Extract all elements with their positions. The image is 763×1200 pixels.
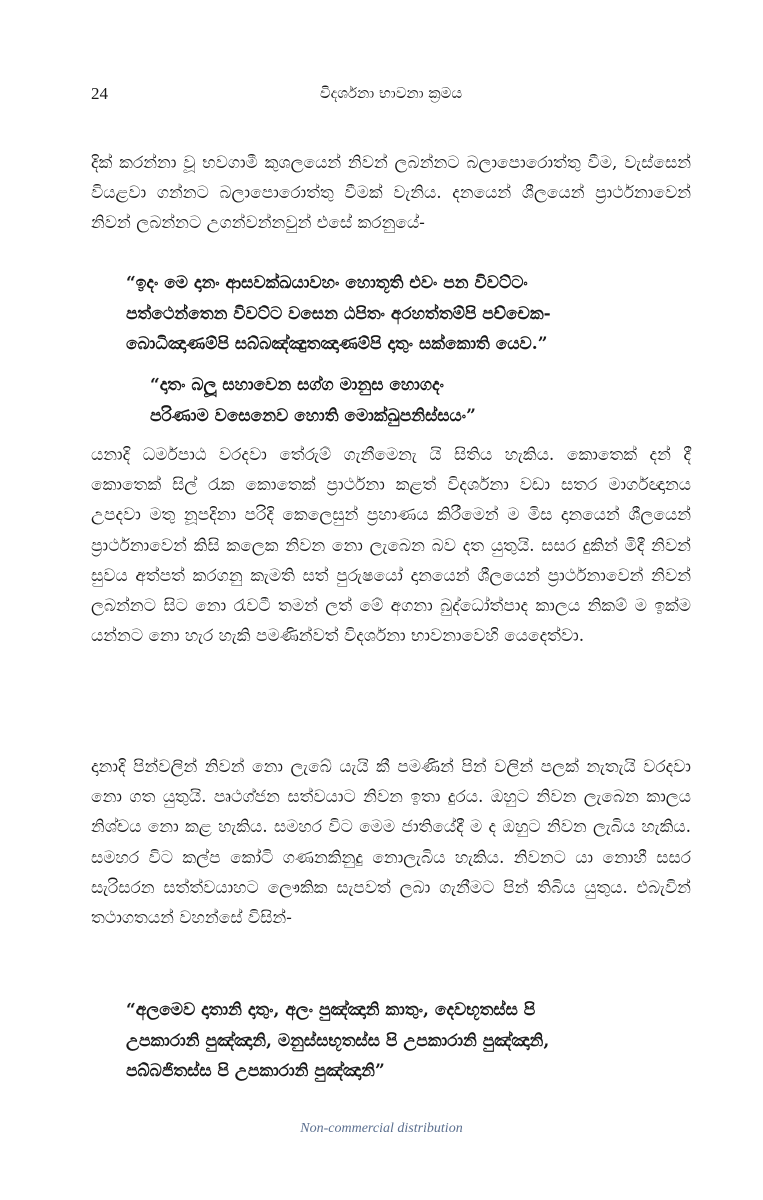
running-title: විදර්ශනා භාවනා ක්‍රමය — [319, 84, 463, 102]
quote-3-line-3: පබ්බජිතස්ස පි උපකාරානි පුඤ්ඤානි” — [126, 1061, 385, 1081]
quote-2-line-1: “දාතං බලූ සහාවෙන සග්ග මානුස හොගදං — [150, 375, 444, 395]
page-number: 24 — [91, 84, 108, 103]
quote-block-1 — [126, 268, 551, 360]
page-header — [91, 84, 691, 110]
quote-1-line-1: “ඉදං මෙ දානං ආසවක්ඛයාවහං හොතූති එවං පන විවට්ටං — [126, 273, 528, 293]
paragraph-3: දානාදි පින්වලින් නිවන් නො ලැබේ යැයි කී පමණින් පින් වලින් පලක් නැතැයි වරදවා නො ගත යුතුයි. පෘථග්ජන සත්වයාට නිවන ඉතා දුරය. ඔහුට නිවන ලැබෙන කාලය නිශ්චය නො කළ හැකිය. සමහර විට මෙම ජාතියේදී ම ද ඔහුට නිවන ලැබිය හැකිය. සමහර විට කල්ප කෝටි ගණනකිනුදු නොලැබිය හැකිය. නිවනට යා නොහී සසර සැරිසරන සත්ත්වයාහට ලෞකික සැපවත් ලබා ගැනීමට පින් තිබිය යුතුය. එබැවින් තථාගතයන් වහන්සේ විසින්- — [91, 757, 691, 929]
quote-block-3 — [126, 995, 549, 1087]
quote-1-line-3: බොධිඤාණම්පි සබ්බඤ්ඤුතඤාණම්පි දාතුං සක්කොති යෙව.” — [126, 334, 548, 354]
quote-3-line-2: උපකාරානි පුඤ්ඤානි, මනුස්සභූතස්ස පි උපකාරානි පුඤ්ඤානි, — [126, 1030, 550, 1051]
quote-3-line-1: “අලමෙව දාතානි දාතුං, අලං පුඤ්ඤානි කාතුං, දෙවභූතස්ස පි — [126, 1000, 536, 1020]
distribution-notice: Non-commercial distribution — [300, 1121, 463, 1136]
paragraph-1: දික් කරන්නා වූ භවගාමී කුශලයෙන් නිවන් ලබන්නට බලාපොරොත්තු වීම, වැස්සෙන් වියළවා ගන්නට බලාපොරොත්තු වීමක් වැනිය. දනයෙන් ශීලයෙන් ප්‍රාර්ථනාවෙන් නිවන් ලබන්නට උගන්වන්නවුන් එසේ කරනුයේ- — [91, 153, 691, 234]
quote-2-line-2: පරිණාම වසෙනෙව හොති මොක්ඛුපනිස්සයං” — [150, 405, 476, 426]
paragraph-2: යනාදි ධර්මපාඨ වරදවා තේරුම් ගැනීමෙනැ යි සිතිය හැකිය. කොතෙක් දන් දී කොතෙක් සිල් රැක කොතෙක් ප්‍රාර්ථනා කළත් විදර්ශනා වඩා සතර මාර්ගඥානය උපදවා මතු නූපදිනා පරිදි කෙලෙසුන් ප්‍රහාණය කිරීමෙන් ම මිස දානයෙන් ශීලයෙන් ප්‍රාර්ථනාවෙන් කිසි කලෙක නිවන නො ලැබෙන බව දත යුතුයි. සසර දුකින් මිදී නිවන් සුවය අත්පත් කරගනු කැමති සත් පුරුෂයෝ දානයෙන් ශීලයෙන් ප්‍රාර්ථනාවෙන් නිවන් ලබන්නට සිට නො රැවටී තමන් ලත් මේ අගනා බුද්ධෝත්පාද කාලය නිකම් ම ඉක්ම යන්නට නො හැර හැකි පමණින්වත් විදර්ශනා භාවනාවෙහි යෙදෙත්වා. — [91, 445, 691, 647]
quote-block-2 — [150, 370, 476, 431]
quote-1-line-2: පත්ථෙන්තෙන විවට්ට වසෙන ඨපිතං අරහත්තම්පි පච්චෙක- — [126, 303, 551, 324]
